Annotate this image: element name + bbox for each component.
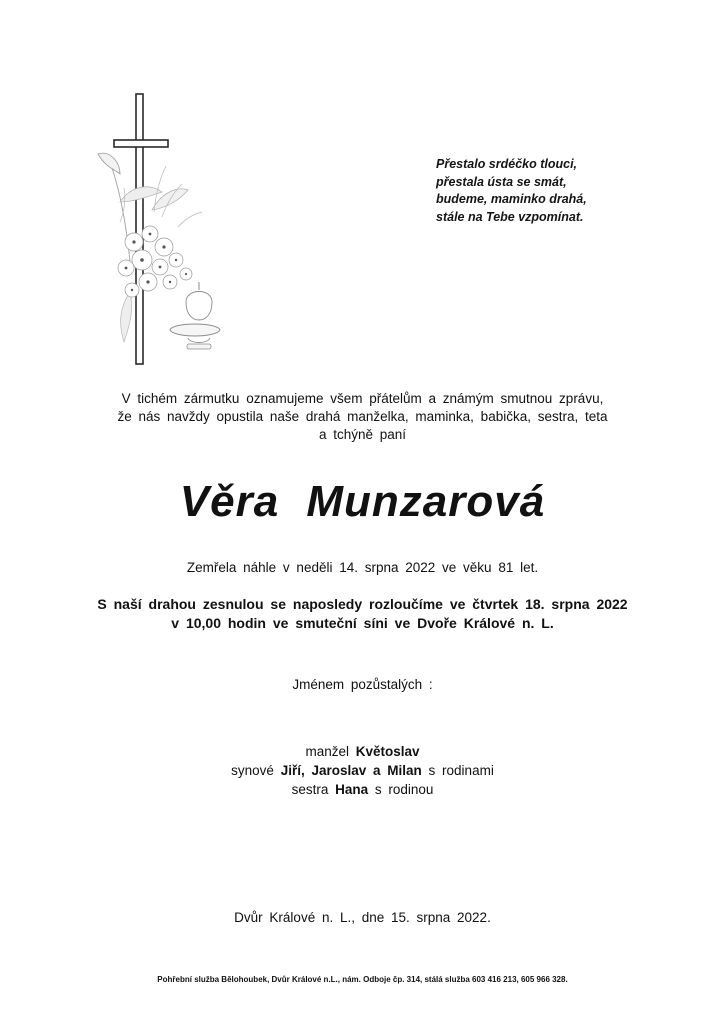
- survivor-sons: [0, 761, 725, 780]
- sister-name: Hana: [335, 782, 369, 797]
- sons-suffix: s rodinami: [428, 763, 494, 778]
- announcement-text: [0, 390, 725, 444]
- deceased-name: Věra Munzarová: [179, 477, 546, 526]
- cross-icon: [136, 94, 143, 364]
- poem-line: budeme, maminko drahá,: [436, 192, 587, 206]
- sons-names: Jiří, Jaroslav a Milan: [280, 763, 422, 778]
- ceremony-line: S naší drahou zesnulou se naposledy rozloučíme ve čtvrtek 18. srpna 2022: [97, 596, 628, 612]
- death-notice: Zemřela náhle v neděli 14. srpna 2022 ve věku 81 let.: [186, 560, 539, 575]
- announcement-line: V tichém zármutku oznamujeme všem přátelům a známým smutnou zprávu,: [121, 391, 604, 406]
- husband-label: manžel: [305, 744, 349, 759]
- poem-line: stále na Tebe vzpomínat.: [436, 209, 584, 224]
- poem-line: přestala ústa se smát,: [436, 174, 567, 189]
- poem-line: Přestalo srdéčko tlouci,: [436, 157, 578, 171]
- on-behalf-of-survivors: Jménem pozůstalých :: [292, 677, 433, 692]
- sons-label: synové: [231, 763, 274, 778]
- funeral-service-footer: Pohřební služba Bělohoubek, Dvůr Králové n.L., nám. Odboje čp. 314, stálá služba 603 416 213, 605 966 328.: [157, 975, 568, 984]
- sister-label: sestra: [291, 782, 329, 797]
- place-and-date: Dvůr Králové n. L., dne 15. srpna 2022.: [234, 910, 491, 925]
- poem-verse: [436, 156, 587, 226]
- sister-suffix: s rodinou: [374, 782, 434, 797]
- survivor-sister: [0, 780, 725, 799]
- announcement-line: že nás navždy opustila naše drahá manželka, maminka, babička, sestra, teta: [117, 409, 608, 424]
- funeral-ceremony-info: [0, 595, 725, 633]
- cross-with-flowers-illustration: [90, 92, 240, 367]
- husband-name: Květoslav: [355, 744, 420, 759]
- survivors-list: [0, 742, 725, 799]
- survivor-husband: [0, 742, 725, 761]
- ceremony-line: v 10,00 hodin ve smuteční síni ve Dvoře Králové n. L.: [171, 615, 554, 631]
- announcement-line: a tchýně paní: [318, 427, 407, 442]
